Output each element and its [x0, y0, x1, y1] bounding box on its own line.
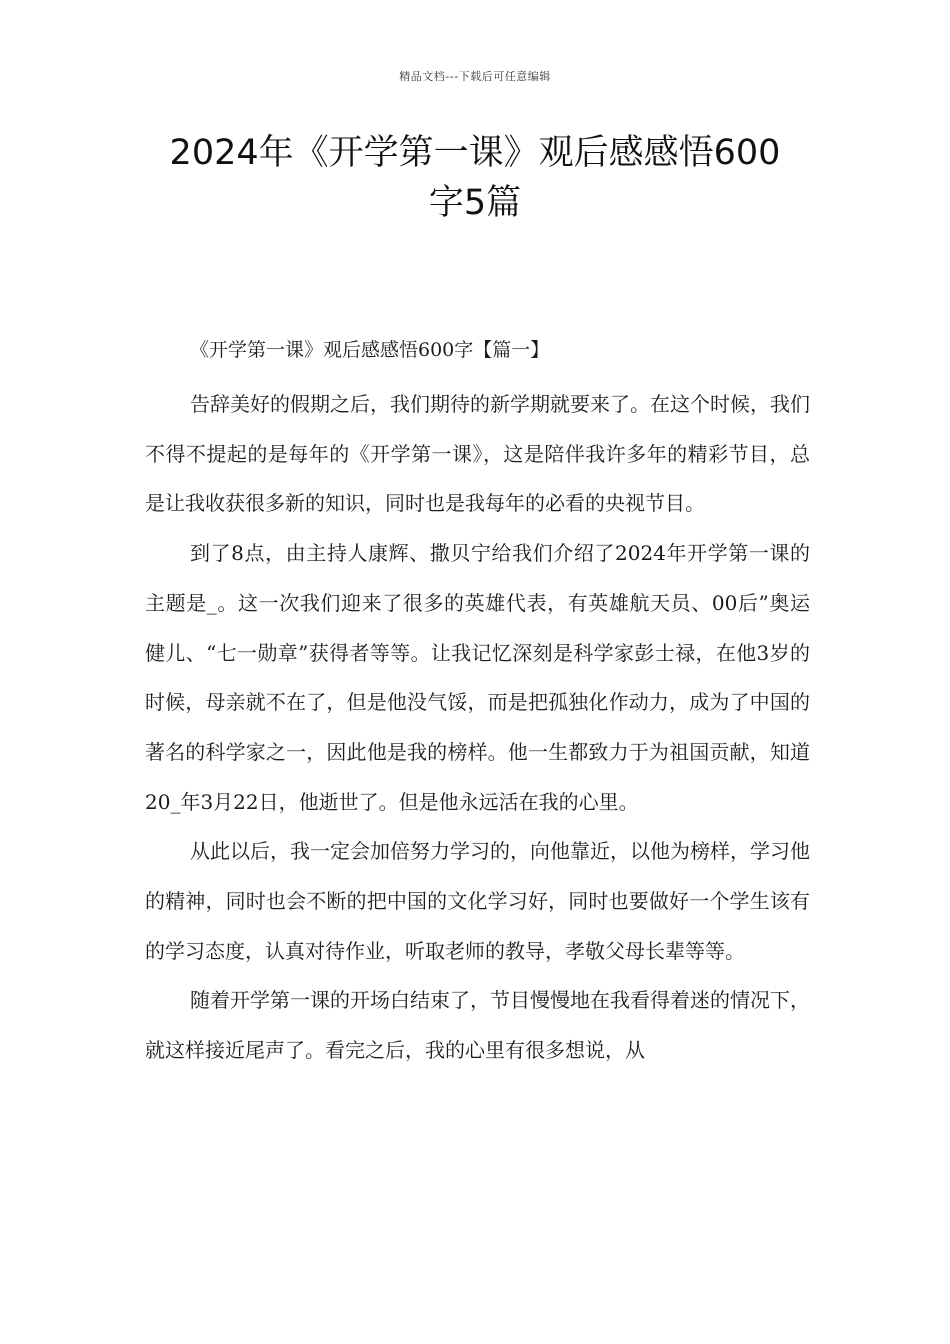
page-header: 精品文档---下载后可任意编辑	[399, 70, 551, 83]
document-title	[100, 128, 850, 228]
section-heading: 《开学第一课》观后感感悟600字【篇一】	[190, 339, 550, 361]
paragraph-3: 从此以后，我一定会加倍努力学习的，向他靠近，以他为榜样，学习他的精神，同时也会不断的把中国的文化学习好，同时也要做好一个学生该有的学习态度，认真对待作业，听取老师的教导，孝敬父母长辈等等。	[145, 839, 810, 963]
paragraph-2: 到了8点，由主持人康辉、撒贝宁给我们介绍了2024年开学第一课的主题是_。这一次我们迎来了很多的英雄代表，有英雄航天员、00后”奥运健儿、“七一勋章”获得者等等。让我记忆深刻是科学家彭士禄，在他3岁的时候，母亲就不在了，但是他没气馁，而是把孤独化作动力，成为了中国的著名的科学家之一，因此他是我的榜样。他一生都致力于为祖国贡献，知道20_年3月22日，他逝世了。但是他永远活在我的心里。	[145, 541, 810, 814]
paragraph-1: 告辞美好的假期之后，我们期待的新学期就要来了。在这个时候，我们不得不提起的是每年的《开学第一课》，这是陪伴我许多年的精彩节目，总是让我收获很多新的知识，同时也是我每年的必看的央视节目。	[145, 392, 810, 516]
document-title-line-1: 2024年《开学第一课》观后感感悟600	[169, 133, 781, 173]
paragraph-4: 随着开学第一课的开场白结束了，节目慢慢地在我看得着迷的情况下，就这样接近尾声了。看完之后，我的心里有很多想说，从	[145, 988, 810, 1063]
body-text	[145, 380, 810, 1076]
document-title-line-2: 字5篇	[428, 183, 522, 223]
